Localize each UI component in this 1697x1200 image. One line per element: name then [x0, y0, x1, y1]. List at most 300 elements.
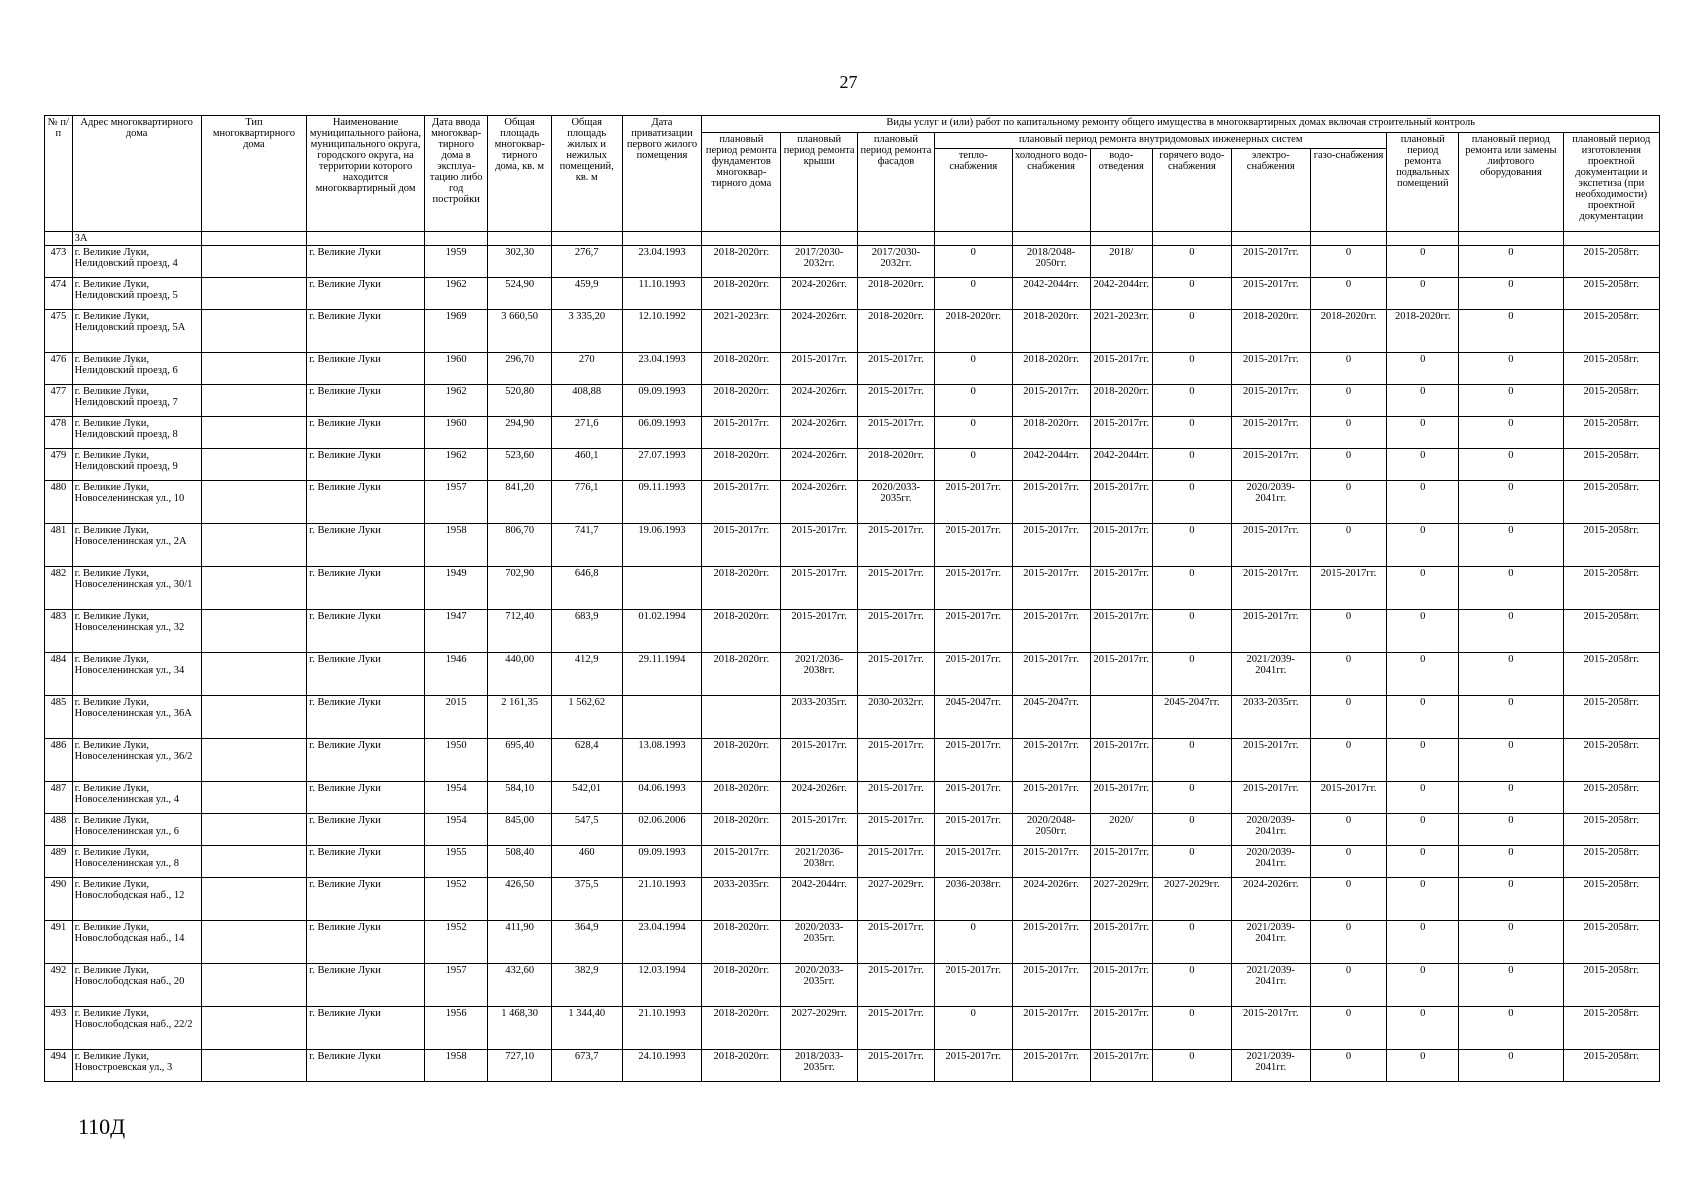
row-drainage: 2015-2017гг.: [1090, 1007, 1152, 1050]
row-electricity: 2015-2017гг.: [1231, 567, 1310, 610]
row-gas: 0: [1310, 353, 1387, 385]
row-hot-water: 0: [1152, 567, 1231, 610]
row-basement: 0: [1387, 696, 1459, 739]
row-total-area: 727,10: [488, 1050, 551, 1082]
table-row: [45, 278, 1660, 310]
row-address: г. Великие Луки, Новоселенинская ул., 10: [72, 481, 201, 524]
row-district: г. Великие Луки: [307, 481, 425, 524]
row-number: 491: [45, 921, 73, 964]
row-heat: 2015-2017гг.: [934, 739, 1012, 782]
row-living-area: 460,1: [551, 449, 622, 481]
row-electricity: 2015-2017гг.: [1231, 1007, 1310, 1050]
row-privatization-date: 19.06.1993: [622, 524, 702, 567]
row-cold-water: 2018-2020гг.: [1012, 353, 1090, 385]
row-facade: 2030-2032гг.: [858, 696, 935, 739]
row-type: [201, 846, 306, 878]
row-drainage: 2015-2017гг.: [1090, 782, 1152, 814]
row-hot-water: 0: [1152, 1050, 1231, 1082]
row-facade: 2027-2029гг.: [858, 878, 935, 921]
row-year: 1969: [424, 310, 487, 353]
row-drainage: 2042-2044гг.: [1090, 449, 1152, 481]
row-address: г. Великие Луки, Новоселенинская ул., 8: [72, 846, 201, 878]
row-roof: 2015-2017гг.: [781, 739, 858, 782]
row-heat: 0: [934, 449, 1012, 481]
row-number: 483: [45, 610, 73, 653]
row-year: 1947: [424, 610, 487, 653]
row-type: [201, 246, 306, 278]
row-roof: 2024-2026гг.: [781, 481, 858, 524]
row-design-docs: 2015-2058гг.: [1563, 964, 1659, 1007]
row-type: [201, 878, 306, 921]
row-privatization-date: [622, 696, 702, 739]
col-facade: плановый период ремонта фасадов: [858, 133, 935, 232]
row-gas: 0: [1310, 964, 1387, 1007]
row-hot-water: 0: [1152, 814, 1231, 846]
row-number: 494: [45, 1050, 73, 1082]
row-gas: 0: [1310, 696, 1387, 739]
row-privatization-date: 24.10.1993: [622, 1050, 702, 1082]
table-row: [45, 964, 1660, 1007]
row-drainage: 2015-2017гг.: [1090, 417, 1152, 449]
row-address: г. Великие Луки, Новоселенинская ул., 36/2: [72, 739, 201, 782]
row-drainage: 2015-2017гг.: [1090, 567, 1152, 610]
row-hot-water: 0: [1152, 417, 1231, 449]
row-drainage: 2015-2017гг.: [1090, 653, 1152, 696]
row-electricity: 2015-2017гг.: [1231, 278, 1310, 310]
row-hot-water: 2027-2029гг.: [1152, 878, 1231, 921]
row-address: г. Великие Луки, Новоселенинская ул., 30/1: [72, 567, 201, 610]
row-elevator: 0: [1459, 567, 1563, 610]
table-row: [45, 417, 1660, 449]
row-gas: 0: [1310, 878, 1387, 921]
row-address: г. Великие Луки, Нелидовский проезд, 5А: [72, 310, 201, 353]
row-basement: 0: [1387, 610, 1459, 653]
row-cold-water: 2042-2044гг.: [1012, 278, 1090, 310]
row-type: [201, 964, 306, 1007]
row-cold-water: 2018/2048-2050гг.: [1012, 246, 1090, 278]
row-elevator: 0: [1459, 524, 1563, 567]
row-basement: 0: [1387, 1007, 1459, 1050]
col-total-area: Общая площадь многоквар-тирного дома, кв. м: [488, 116, 551, 232]
row-roof: 2015-2017гг.: [781, 524, 858, 567]
row-district: г. Великие Луки: [307, 964, 425, 1007]
row-roof: 2033-2035гг.: [781, 696, 858, 739]
row-number: 473: [45, 246, 73, 278]
row-living-area: 741,7: [551, 524, 622, 567]
row-year: 1958: [424, 524, 487, 567]
row-address: г. Великие Луки, Нелидовский проезд, 9: [72, 449, 201, 481]
row-foundation: 2021-2023гг.: [702, 310, 781, 353]
row-basement: 0: [1387, 878, 1459, 921]
row-gas: 0: [1310, 246, 1387, 278]
row-roof: 2024-2026гг.: [781, 449, 858, 481]
row-privatization-date: 12.10.1992: [622, 310, 702, 353]
row-privatization-date: 23.04.1993: [622, 353, 702, 385]
row-living-area: 3 335,20: [551, 310, 622, 353]
row-heat: 0: [934, 278, 1012, 310]
row-district: г. Великие Луки: [307, 739, 425, 782]
row-number: 485: [45, 696, 73, 739]
row-basement: 0: [1387, 278, 1459, 310]
row-district: г. Великие Луки: [307, 1007, 425, 1050]
services-group-header: Виды услуг и (или) работ по капитальному ремонту общего имущества в многоквартирных домах включая строительный контроль: [702, 116, 1660, 133]
row-elevator: 0: [1459, 653, 1563, 696]
row-gas: 0: [1310, 449, 1387, 481]
row-drainage: 2015-2017гг.: [1090, 610, 1152, 653]
row-total-area: 523,60: [488, 449, 551, 481]
row-facade: 2015-2017гг.: [858, 417, 935, 449]
row-electricity: 2021/2039-2041гг.: [1231, 653, 1310, 696]
row-district: г. Великие Луки: [307, 567, 425, 610]
row-basement: 0: [1387, 385, 1459, 417]
row-foundation: 2018-2020гг.: [702, 567, 781, 610]
row-cold-water: 2045-2047гг.: [1012, 696, 1090, 739]
row-design-docs: 2015-2058гг.: [1563, 1007, 1659, 1050]
row-elevator: 0: [1459, 921, 1563, 964]
row-hot-water: 0: [1152, 524, 1231, 567]
table-row: [45, 921, 1660, 964]
row-type: [201, 782, 306, 814]
row-year: 1950: [424, 739, 487, 782]
row-gas: 0: [1310, 739, 1387, 782]
row-year: 1952: [424, 878, 487, 921]
row-design-docs: 2015-2058гг.: [1563, 417, 1659, 449]
row-hot-water: 0: [1152, 739, 1231, 782]
row-basement: 0: [1387, 739, 1459, 782]
row-design-docs: 2015-2058гг.: [1563, 481, 1659, 524]
row-hot-water: 0: [1152, 921, 1231, 964]
row-drainage: 2015-2017гг.: [1090, 481, 1152, 524]
row-cold-water: 2015-2017гг.: [1012, 782, 1090, 814]
col-drainage: водо-отведения: [1090, 149, 1152, 232]
row-privatization-date: 29.11.1994: [622, 653, 702, 696]
row-electricity: 2020/2039-2041гг.: [1231, 846, 1310, 878]
row-elevator: 0: [1459, 278, 1563, 310]
col-elevator: плановый период ремонта или замены лифтового оборудования: [1459, 133, 1563, 232]
row-facade: 2015-2017гг.: [858, 567, 935, 610]
table-row: [45, 1007, 1660, 1050]
row-drainage: 2018-2020гг.: [1090, 385, 1152, 417]
row-cold-water: 2015-2017гг.: [1012, 385, 1090, 417]
row-basement: 0: [1387, 567, 1459, 610]
row-privatization-date: 21.10.1993: [622, 878, 702, 921]
col-address: Адрес многоквартирного дома: [72, 116, 201, 232]
row-design-docs: 2015-2058гг.: [1563, 782, 1659, 814]
row-type: [201, 385, 306, 417]
row-address: г. Великие Луки, Новоселенинская ул., 2А: [72, 524, 201, 567]
row-total-area: 1 468,30: [488, 1007, 551, 1050]
footer-code: 110Д: [78, 1114, 126, 1139]
row-district: г. Великие Луки: [307, 449, 425, 481]
row-foundation: 2018-2020гг.: [702, 1007, 781, 1050]
row-privatization-date: 13.08.1993: [622, 739, 702, 782]
row-living-area: 542,01: [551, 782, 622, 814]
row-basement: 0: [1387, 353, 1459, 385]
row-year: 1954: [424, 782, 487, 814]
col-heat: тепло-снабжения: [934, 149, 1012, 232]
row-gas: 0: [1310, 385, 1387, 417]
row-drainage: 2015-2017гг.: [1090, 921, 1152, 964]
table-row: [45, 310, 1660, 353]
row-facade: 2015-2017гг.: [858, 653, 935, 696]
row-elevator: 0: [1459, 964, 1563, 1007]
row-living-area: 460: [551, 846, 622, 878]
row-cold-water: 2015-2017гг.: [1012, 567, 1090, 610]
row-living-area: 276,7: [551, 246, 622, 278]
row-design-docs: 2015-2058гг.: [1563, 246, 1659, 278]
row-district: г. Великие Луки: [307, 310, 425, 353]
row-type: [201, 310, 306, 353]
row-electricity: 2015-2017гг.: [1231, 610, 1310, 653]
row-electricity: 2021/2039-2041гг.: [1231, 964, 1310, 1007]
row-total-area: 520,80: [488, 385, 551, 417]
row-basement: 0: [1387, 246, 1459, 278]
row-total-area: 841,20: [488, 481, 551, 524]
row-drainage: 2015-2017гг.: [1090, 846, 1152, 878]
row-address: г. Великие Луки, Нелидовский проезд, 7: [72, 385, 201, 417]
row-cold-water: 2015-2017гг.: [1012, 739, 1090, 782]
row-total-area: 702,90: [488, 567, 551, 610]
row-total-area: 584,10: [488, 782, 551, 814]
row-type: [201, 610, 306, 653]
row-roof: 2021/2036-2038гг.: [781, 653, 858, 696]
row-foundation: 2018-2020гг.: [702, 278, 781, 310]
row-privatization-date: 23.04.1994: [622, 921, 702, 964]
row-foundation: 2018-2020гг.: [702, 449, 781, 481]
row-facade: 2015-2017гг.: [858, 1007, 935, 1050]
row-roof: 2015-2017гг.: [781, 814, 858, 846]
row-year: 1959: [424, 246, 487, 278]
row-year: 1957: [424, 964, 487, 1007]
row-type: [201, 921, 306, 964]
row-basement: 0: [1387, 1050, 1459, 1082]
col-electricity: электро-снабжения: [1231, 149, 1310, 232]
row-hot-water: 0: [1152, 782, 1231, 814]
row-total-area: 524,90: [488, 278, 551, 310]
row-elevator: 0: [1459, 610, 1563, 653]
row-cold-water: 2015-2017гг.: [1012, 610, 1090, 653]
row-total-area: 411,90: [488, 921, 551, 964]
row-elevator: 0: [1459, 449, 1563, 481]
row-address: г. Великие Луки, Нелидовский проезд, 6: [72, 353, 201, 385]
row-elevator: 0: [1459, 417, 1563, 449]
row-foundation: 2018-2020гг.: [702, 964, 781, 1007]
table-row: [45, 246, 1660, 278]
row-foundation: 2018-2020гг.: [702, 353, 781, 385]
row-drainage: 2015-2017гг.: [1090, 524, 1152, 567]
row-roof: 2042-2044гг.: [781, 878, 858, 921]
row-heat: 2018-2020гг.: [934, 310, 1012, 353]
row-year: 1962: [424, 278, 487, 310]
row-district: г. Великие Луки: [307, 921, 425, 964]
col-privatization-date: Дата приватизации первого жилого помещения: [622, 116, 702, 232]
row-hot-water: 0: [1152, 964, 1231, 1007]
row-design-docs: 2015-2058гг.: [1563, 524, 1659, 567]
row-foundation: 2015-2017гг.: [702, 846, 781, 878]
row-address: г. Великие Луки, Новостроевская ул., 3: [72, 1050, 201, 1082]
row-address: г. Великие Луки, Новослободская наб., 14: [72, 921, 201, 964]
row-year: 1962: [424, 449, 487, 481]
row-facade: 2018-2020гг.: [858, 310, 935, 353]
row-total-area: 302,30: [488, 246, 551, 278]
row-address: г. Великие Луки, Новослободская наб., 22/2: [72, 1007, 201, 1050]
row-gas: 2015-2017гг.: [1310, 567, 1387, 610]
row-roof: 2024-2026гг.: [781, 278, 858, 310]
row-foundation: 2018-2020гг.: [702, 814, 781, 846]
row-privatization-date: 09.09.1993: [622, 385, 702, 417]
row-type: [201, 417, 306, 449]
row-number: 489: [45, 846, 73, 878]
row-total-area: 432,60: [488, 964, 551, 1007]
row-type: [201, 739, 306, 782]
row-cold-water: 2020/2048-2050гг.: [1012, 814, 1090, 846]
carry-over-row: [45, 232, 1660, 246]
row-facade: 2015-2017гг.: [858, 739, 935, 782]
row-basement: 0: [1387, 481, 1459, 524]
row-type: [201, 278, 306, 310]
row-cold-water: 2015-2017гг.: [1012, 481, 1090, 524]
col-district: Наименование муниципального района, муниципального округа, городского округа, на территории которого находится многоквартирный дом: [307, 116, 425, 232]
row-year: 1957: [424, 481, 487, 524]
row-address: г. Великие Луки, Нелидовский проезд, 4: [72, 246, 201, 278]
row-type: [201, 449, 306, 481]
col-roof: плановый период ремонта крыши: [781, 133, 858, 232]
row-district: г. Великие Луки: [307, 696, 425, 739]
table-row: [45, 610, 1660, 653]
row-total-area: 440,00: [488, 653, 551, 696]
row-privatization-date: 12.03.1994: [622, 964, 702, 1007]
table-row: [45, 449, 1660, 481]
page-number: 27: [839, 72, 858, 92]
row-living-area: 459,9: [551, 278, 622, 310]
row-year: 1958: [424, 1050, 487, 1082]
row-foundation: 2018-2020гг.: [702, 1050, 781, 1082]
row-number: 492: [45, 964, 73, 1007]
table-row: [45, 878, 1660, 921]
row-electricity: 2015-2017гг.: [1231, 385, 1310, 417]
row-cold-water: 2018-2020гг.: [1012, 310, 1090, 353]
row-privatization-date: 09.09.1993: [622, 846, 702, 878]
row-privatization-date: 02.06.2006: [622, 814, 702, 846]
row-hot-water: 0: [1152, 385, 1231, 417]
row-design-docs: 2015-2058гг.: [1563, 696, 1659, 739]
row-design-docs: 2015-2058гг.: [1563, 846, 1659, 878]
row-gas: 0: [1310, 524, 1387, 567]
col-design-docs: плановый период изготовления проектной документации и экспетиза (при необходимости) проектной документации: [1563, 133, 1659, 232]
row-number: 490: [45, 878, 73, 921]
row-roof: 2020/2033-2035гг.: [781, 964, 858, 1007]
row-roof: 2018/2033-2035гг.: [781, 1050, 858, 1082]
col-commission-date: Дата ввода многоквар-тирного дома в эксплуа-тацию либо год постройки: [424, 116, 487, 232]
row-privatization-date: 11.10.1993: [622, 278, 702, 310]
row-basement: 0: [1387, 524, 1459, 567]
row-privatization-date: 23.04.1993: [622, 246, 702, 278]
row-number: 475: [45, 310, 73, 353]
row-number: 484: [45, 653, 73, 696]
row-basement: 0: [1387, 964, 1459, 1007]
row-heat: 2015-2017гг.: [934, 846, 1012, 878]
row-drainage: 2015-2017гг.: [1090, 1050, 1152, 1082]
row-living-area: 271,6: [551, 417, 622, 449]
row-basement: 2018-2020гг.: [1387, 310, 1459, 353]
row-design-docs: 2015-2058гг.: [1563, 310, 1659, 353]
row-number: 476: [45, 353, 73, 385]
row-gas: 0: [1310, 481, 1387, 524]
row-facade: 2018-2020гг.: [858, 449, 935, 481]
table-row: [45, 653, 1660, 696]
row-number: 479: [45, 449, 73, 481]
row-heat: 0: [934, 246, 1012, 278]
row-year: 1960: [424, 353, 487, 385]
row-design-docs: 2015-2058гг.: [1563, 278, 1659, 310]
row-foundation: 2018-2020гг.: [702, 385, 781, 417]
table-row: [45, 524, 1660, 567]
row-heat: 2015-2017гг.: [934, 1050, 1012, 1082]
col-num: № п/п: [45, 116, 73, 232]
row-drainage: 2021-2023гг.: [1090, 310, 1152, 353]
row-design-docs: 2015-2058гг.: [1563, 878, 1659, 921]
row-total-area: 845,00: [488, 814, 551, 846]
row-total-area: 296,70: [488, 353, 551, 385]
row-privatization-date: 21.10.1993: [622, 1007, 702, 1050]
row-facade: 2015-2017гг.: [858, 782, 935, 814]
row-elevator: 0: [1459, 310, 1563, 353]
row-living-area: 412,9: [551, 653, 622, 696]
row-roof: 2015-2017гг.: [781, 353, 858, 385]
row-privatization-date: 27.07.1993: [622, 449, 702, 481]
row-gas: 0: [1310, 1050, 1387, 1082]
row-design-docs: 2015-2058гг.: [1563, 814, 1659, 846]
row-district: г. Великие Луки: [307, 278, 425, 310]
row-drainage: 2042-2044гг.: [1090, 278, 1152, 310]
row-heat: 2015-2017гг.: [934, 610, 1012, 653]
row-total-area: 294,90: [488, 417, 551, 449]
row-foundation: 2015-2017гг.: [702, 524, 781, 567]
row-elevator: 0: [1459, 353, 1563, 385]
row-cold-water: 2015-2017гг.: [1012, 921, 1090, 964]
row-hot-water: 0: [1152, 481, 1231, 524]
row-cold-water: 2015-2017гг.: [1012, 1007, 1090, 1050]
row-foundation: 2018-2020гг.: [702, 739, 781, 782]
row-hot-water: 0: [1152, 653, 1231, 696]
row-foundation: 2015-2017гг.: [702, 481, 781, 524]
row-elevator: 0: [1459, 814, 1563, 846]
row-number: 482: [45, 567, 73, 610]
row-facade: 2015-2017гг.: [858, 814, 935, 846]
row-gas: 0: [1310, 278, 1387, 310]
row-design-docs: 2015-2058гг.: [1563, 1050, 1659, 1082]
row-year: 1949: [424, 567, 487, 610]
row-design-docs: 2015-2058гг.: [1563, 739, 1659, 782]
row-gas: 0: [1310, 417, 1387, 449]
row-district: г. Великие Луки: [307, 846, 425, 878]
row-foundation: 2015-2017гг.: [702, 417, 781, 449]
row-hot-water: 0: [1152, 353, 1231, 385]
row-basement: 0: [1387, 417, 1459, 449]
row-electricity: 2033-2035гг.: [1231, 696, 1310, 739]
row-type: [201, 814, 306, 846]
row-living-area: 375,5: [551, 878, 622, 921]
row-living-area: 776,1: [551, 481, 622, 524]
table-row: [45, 696, 1660, 739]
row-district: г. Великие Луки: [307, 782, 425, 814]
row-elevator: 0: [1459, 696, 1563, 739]
row-heat: 2015-2017гг.: [934, 567, 1012, 610]
row-gas: 0: [1310, 846, 1387, 878]
row-electricity: 2020/2039-2041гг.: [1231, 814, 1310, 846]
row-gas: 0: [1310, 1007, 1387, 1050]
row-drainage: 2018/: [1090, 246, 1152, 278]
